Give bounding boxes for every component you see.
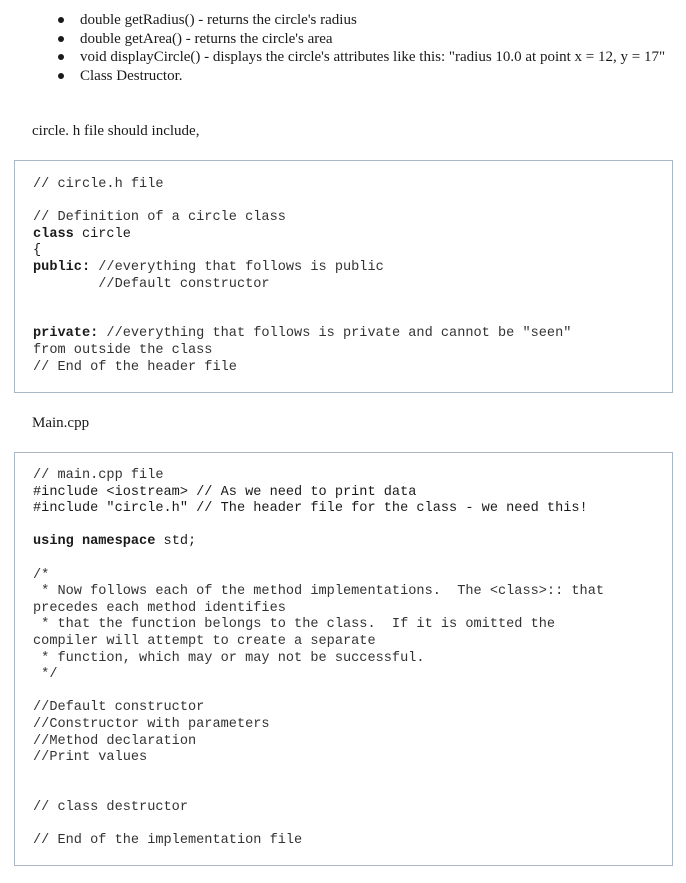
code-line: * function, which may or may not be successful. bbox=[33, 650, 425, 666]
bullet-text: Class Destructor. bbox=[80, 67, 183, 84]
code-line: //Default constructor bbox=[33, 276, 270, 292]
code-line: //Default constructor bbox=[33, 700, 205, 716]
code-line: compiler will attempt to create a separate bbox=[33, 633, 376, 649]
code-line: // main.cpp file bbox=[33, 468, 164, 483]
bullet-icon bbox=[58, 36, 64, 42]
code-keyword: class bbox=[33, 226, 74, 242]
bullet-icon bbox=[58, 17, 64, 23]
main-code bbox=[33, 468, 604, 850]
code-keyword: public: bbox=[33, 259, 91, 275]
code-line: { bbox=[33, 243, 42, 259]
bullet-icon bbox=[58, 54, 64, 60]
code-line: // circle.h file bbox=[33, 177, 164, 192]
code-line: * that the function belongs to the class. If it is omitted the bbox=[33, 617, 556, 633]
code-line: circle bbox=[73, 226, 131, 242]
main-code-block bbox=[14, 452, 673, 866]
header-intro-text: circle. h file should include, bbox=[32, 123, 200, 139]
list-item bbox=[54, 48, 674, 67]
code-line: // End of the implementation file bbox=[33, 833, 303, 849]
code-line: */ bbox=[33, 667, 58, 683]
bullet-icon bbox=[58, 73, 64, 79]
code-line: #include "circle.h" // The header file for the class - we need this! bbox=[33, 501, 588, 517]
header-code-block bbox=[14, 160, 673, 393]
code-line: #include <iostream> // As we need to print data bbox=[33, 484, 417, 500]
bullet-text: void displayCircle() - displays the circle's attributes like this: "radius 10.0 at point x = 12, y = 17" bbox=[80, 49, 666, 65]
code-line: * Now follows each of the method implementations. The <class>:: that bbox=[33, 584, 605, 600]
code-line: // End of the header file bbox=[33, 359, 237, 375]
header-code bbox=[33, 177, 571, 376]
code-line: //Constructor with parameters bbox=[33, 716, 270, 732]
code-line: precedes each method identifies bbox=[33, 600, 286, 616]
method-bullet-list bbox=[54, 11, 674, 85]
code-line: //Method declaration bbox=[33, 733, 197, 749]
bullet-text: double getArea() - returns the circle's area bbox=[80, 30, 333, 47]
code-line: //everything that follows is public bbox=[90, 259, 384, 275]
code-line: // Definition of a circle class bbox=[33, 210, 286, 226]
code-line: // class destructor bbox=[33, 799, 188, 815]
code-line: from outside the class bbox=[33, 342, 213, 358]
code-line: std; bbox=[155, 534, 197, 550]
code-keyword: using namespace bbox=[33, 534, 156, 550]
main-cpp-label: Main.cpp bbox=[32, 415, 90, 431]
code-line: //Print values bbox=[33, 750, 148, 766]
code-keyword: private: bbox=[33, 326, 99, 342]
list-item bbox=[54, 67, 674, 86]
bullet-text: double getRadius() - returns the circle's radius bbox=[80, 12, 357, 28]
list-item bbox=[54, 30, 674, 49]
code-line: /* bbox=[33, 567, 50, 583]
list-item bbox=[54, 11, 674, 30]
code-line: //everything that follows is private and cannot be "seen" bbox=[98, 326, 572, 342]
